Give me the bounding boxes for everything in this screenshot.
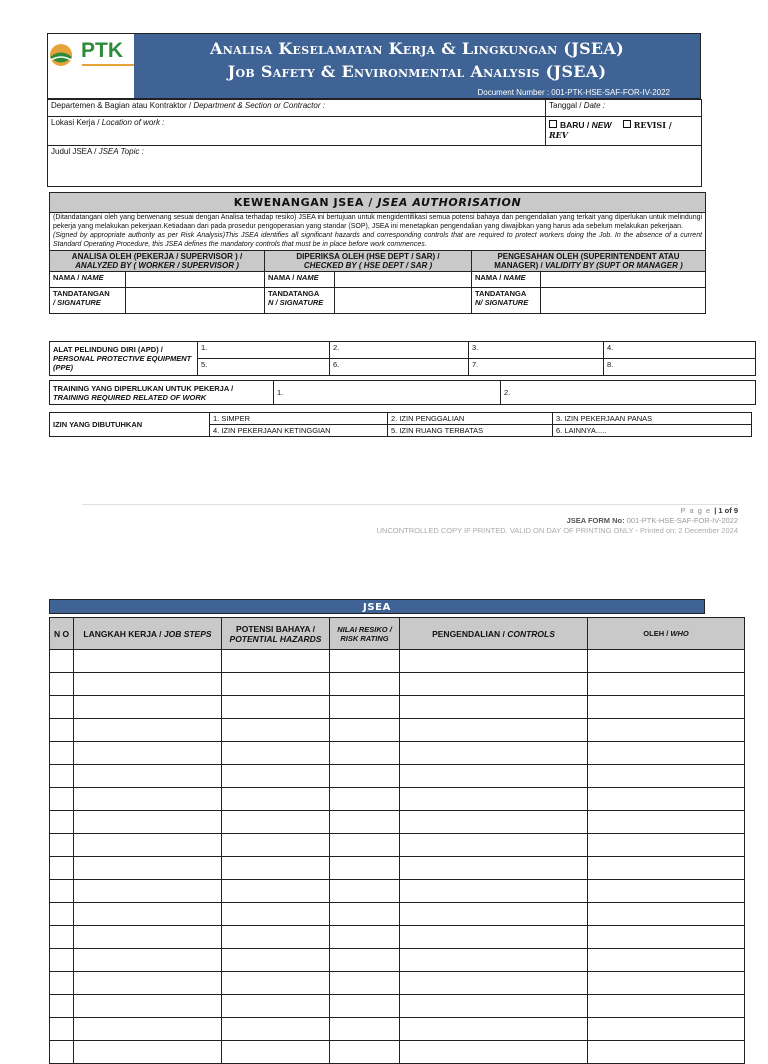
status-field <box>546 117 702 146</box>
table-cell[interactable] <box>74 949 222 972</box>
table-row <box>50 696 745 719</box>
table-cell[interactable] <box>222 673 330 696</box>
table-cell[interactable] <box>74 1041 222 1064</box>
ppe-item-8[interactable]: 8. <box>604 359 756 376</box>
date-label-en: Date : <box>583 101 606 110</box>
topic-field[interactable] <box>48 146 702 187</box>
table-cell[interactable] <box>588 949 745 972</box>
table-cell[interactable] <box>588 903 745 926</box>
table-cell[interactable] <box>588 673 745 696</box>
table-cell[interactable] <box>222 949 330 972</box>
table-cell[interactable] <box>222 742 330 765</box>
ppe-item-3[interactable]: 3. <box>469 342 604 359</box>
date-field[interactable] <box>546 100 702 117</box>
table-cell[interactable] <box>50 650 74 673</box>
table-cell[interactable] <box>222 811 330 834</box>
table-cell[interactable] <box>330 1018 400 1041</box>
table-cell[interactable] <box>400 788 588 811</box>
authorisation-title-id: KEWENANGAN JSEA / <box>233 196 378 209</box>
table-cell[interactable] <box>588 650 745 673</box>
table-cell[interactable] <box>330 1041 400 1064</box>
table-row <box>50 880 745 903</box>
table-row <box>50 926 745 949</box>
page-prefix: P a g e <box>680 506 715 515</box>
validity-by-header <box>472 251 706 272</box>
new-label: BARU / <box>560 120 592 130</box>
table-cell[interactable] <box>74 834 222 857</box>
table-cell[interactable] <box>222 972 330 995</box>
table-cell[interactable] <box>222 696 330 719</box>
table-cell[interactable] <box>74 765 222 788</box>
checked-by-id: DIPERIKSA OLEH (HSE DEPT / SAR) / <box>296 252 440 261</box>
analyzed-by-header <box>50 251 265 272</box>
table-cell[interactable] <box>400 1018 588 1041</box>
checked-by-header <box>265 251 472 272</box>
table-cell[interactable] <box>588 926 745 949</box>
ppe-label <box>50 342 198 376</box>
uncontrolled-notice: UNCONTROLLED COPY IF PRINTED. VALID ON DAY OF PRINTING ONLY - Printed on: 2 December 2024 <box>376 526 738 535</box>
table-cell[interactable] <box>330 673 400 696</box>
table-cell[interactable] <box>50 811 74 834</box>
training-item-1[interactable]: 1. <box>274 381 501 405</box>
table-row <box>50 765 745 788</box>
col-number: N O <box>50 618 74 650</box>
ppe-label-en: PERSONAL PROTECTIVE EQUIPMENT (PPE) <box>53 354 192 372</box>
table-cell[interactable] <box>588 719 745 742</box>
table-cell[interactable] <box>74 742 222 765</box>
table-row <box>50 949 745 972</box>
table-row <box>50 811 745 834</box>
table-cell[interactable] <box>222 834 330 857</box>
table-cell[interactable] <box>74 788 222 811</box>
table-cell[interactable] <box>222 788 330 811</box>
department-label-en: Department & Section or Contractor : <box>193 101 325 110</box>
permit-hot-work[interactable]: 3. IZIN PEKERJAAN PANAS <box>553 413 752 425</box>
table-cell[interactable] <box>50 765 74 788</box>
table-cell[interactable] <box>330 742 400 765</box>
table-cell[interactable] <box>50 788 74 811</box>
rev-checkbox[interactable] <box>623 120 631 128</box>
table-cell[interactable] <box>330 834 400 857</box>
permit-other[interactable]: 6. LAINNYA..... <box>553 425 752 437</box>
permit-height[interactable]: 4. IZIN PEKERJAAN KETINGGIAN <box>210 425 388 437</box>
table-cell[interactable] <box>400 926 588 949</box>
table-cell[interactable] <box>400 765 588 788</box>
table-cell[interactable] <box>74 926 222 949</box>
table-cell[interactable] <box>588 696 745 719</box>
table-cell[interactable] <box>400 903 588 926</box>
table-cell[interactable] <box>330 696 400 719</box>
form-number <box>567 516 738 525</box>
page-number <box>681 506 739 515</box>
name-input-1[interactable] <box>126 272 265 288</box>
analyzed-by-id: ANALISA OLEH (PEKERJA / SUPERVISOR ) / <box>71 252 243 261</box>
table-cell[interactable] <box>588 995 745 1018</box>
table-cell[interactable] <box>50 1018 74 1041</box>
table-row <box>50 673 745 696</box>
table-row <box>50 903 745 926</box>
table-cell[interactable] <box>330 765 400 788</box>
table-cell[interactable] <box>222 880 330 903</box>
table-row <box>50 788 745 811</box>
name-input-2[interactable] <box>335 272 472 288</box>
table-row <box>50 1041 745 1064</box>
signature-input-3[interactable] <box>541 288 706 314</box>
table-cell[interactable] <box>400 650 588 673</box>
table-cell[interactable] <box>588 857 745 880</box>
authorisation-description <box>50 213 706 251</box>
table-cell[interactable] <box>50 880 74 903</box>
table-cell[interactable] <box>400 1041 588 1064</box>
ppe-label-id: ALAT PELINDUNG DIRI (APD) / <box>53 345 163 354</box>
table-cell[interactable] <box>222 857 330 880</box>
table-cell[interactable] <box>400 880 588 903</box>
rev-label: REVISI / <box>633 120 672 130</box>
table-row <box>50 1018 745 1041</box>
table-cell[interactable] <box>330 949 400 972</box>
new-label-en: NEW <box>591 120 612 130</box>
info-table <box>47 99 702 187</box>
table-cell[interactable] <box>330 719 400 742</box>
table-cell[interactable] <box>50 972 74 995</box>
table-row <box>50 972 745 995</box>
table-cell[interactable] <box>74 903 222 926</box>
location-field[interactable] <box>48 117 546 146</box>
table-cell[interactable] <box>50 696 74 719</box>
table-cell[interactable] <box>330 788 400 811</box>
table-cell[interactable] <box>330 903 400 926</box>
jsea-table-title: JSEA <box>49 599 705 614</box>
ppe-item-4[interactable]: 4. <box>604 342 756 359</box>
table-cell[interactable] <box>400 696 588 719</box>
table-cell[interactable] <box>50 834 74 857</box>
table-cell[interactable] <box>74 880 222 903</box>
title-english: Job Safety & Environmental Analysis (JSEA) <box>227 62 607 81</box>
date-label: Tanggal / <box>549 101 584 110</box>
logo-underline <box>82 64 134 66</box>
training-table <box>49 380 756 405</box>
table-cell[interactable] <box>50 742 74 765</box>
table-cell[interactable] <box>74 972 222 995</box>
page-value: | 1 of 9 <box>714 506 738 515</box>
authorisation-table <box>49 192 706 314</box>
table-cell[interactable] <box>400 949 588 972</box>
department-field[interactable] <box>48 100 546 117</box>
table-cell[interactable] <box>400 719 588 742</box>
topic-label-en: JSEA Topic : <box>98 147 144 156</box>
table-cell[interactable] <box>74 811 222 834</box>
table-cell[interactable] <box>222 1041 330 1064</box>
table-cell[interactable] <box>330 650 400 673</box>
table-cell[interactable] <box>74 857 222 880</box>
jsea-steps-table <box>49 617 745 1064</box>
col-hazards: POTENSI BAHAYA / POTENTIAL HAZARDS <box>222 618 330 650</box>
authorisation-title-en: JSEA AUTHORISATION <box>377 196 522 209</box>
document-header <box>47 33 701 99</box>
permit-confined-space[interactable]: 5. IZIN RUANG TERBATAS <box>388 425 553 437</box>
location-label-en: Location of work : <box>101 118 165 127</box>
new-checkbox[interactable] <box>549 120 557 128</box>
table-cell[interactable] <box>50 719 74 742</box>
title-banner <box>134 34 700 98</box>
table-cell[interactable] <box>400 972 588 995</box>
table-cell[interactable] <box>400 742 588 765</box>
col-job-steps: LANGKAH KERJA / JOB STEPS <box>74 618 222 650</box>
logo-text: PTK <box>81 39 123 62</box>
table-cell[interactable] <box>400 834 588 857</box>
table-cell[interactable] <box>50 903 74 926</box>
table-cell[interactable] <box>330 880 400 903</box>
table-cell[interactable] <box>222 719 330 742</box>
table-cell[interactable] <box>330 857 400 880</box>
table-cell[interactable] <box>588 880 745 903</box>
table-row <box>50 857 745 880</box>
name-input-3[interactable] <box>541 272 706 288</box>
location-label: Lokasi Kerja / <box>51 118 102 127</box>
table-cell[interactable] <box>222 926 330 949</box>
name-label-3: NAMA / NAME <box>472 272 541 288</box>
table-cell[interactable] <box>222 903 330 926</box>
permit-excavation[interactable]: 2. IZIN PENGGALIAN <box>388 413 553 425</box>
table-cell[interactable] <box>50 857 74 880</box>
table-cell[interactable] <box>222 765 330 788</box>
col-controls: PENGENDALIAN / CONTROLS <box>400 618 588 650</box>
form-number-value: 001-PTK-HSE-SAF-FOR-IV-2022 <box>626 516 738 525</box>
table-cell[interactable] <box>588 1041 745 1064</box>
ppe-item-6[interactable]: 6. <box>330 359 469 376</box>
topic-label: Judul JSEA / <box>51 147 99 156</box>
validity-by-en: VALIDITY BY (SUPT OR MANAGER ) <box>544 261 683 270</box>
company-logo <box>48 34 134 98</box>
ppe-item-1[interactable]: 1. <box>198 342 330 359</box>
ppe-item-7[interactable]: 7. <box>469 359 604 376</box>
authorisation-title <box>50 193 706 213</box>
table-cell[interactable] <box>588 811 745 834</box>
rev-label-en: REV <box>549 130 568 140</box>
table-cell[interactable] <box>330 926 400 949</box>
table-cell[interactable] <box>588 742 745 765</box>
table-row <box>50 650 745 673</box>
checked-by-en: CHECKED BY ( HSE DEPT / SAR ) <box>303 261 433 270</box>
table-cell[interactable] <box>74 696 222 719</box>
name-label-1: NAMA / NAME <box>50 272 126 288</box>
permit-simper[interactable]: 1. SIMPER <box>210 413 388 425</box>
footer-divider <box>82 504 738 505</box>
training-item-2[interactable]: 2. <box>501 381 756 405</box>
table-cell[interactable] <box>330 995 400 1018</box>
table-cell[interactable] <box>400 857 588 880</box>
table-cell[interactable] <box>222 995 330 1018</box>
validity-by-id: PENGESAHAN OLEH (SUPERINTENDENT ATAU MANAGER) / <box>494 252 680 270</box>
permits-label: IZIN YANG DIBUTUHKAN <box>50 413 210 437</box>
table-cell[interactable] <box>222 1018 330 1041</box>
table-cell[interactable] <box>74 995 222 1018</box>
name-label-2: NAMA / NAME <box>265 272 335 288</box>
analyzed-by-en: ANALYZED BY ( WORKER / SUPERVISOR ) <box>75 261 239 270</box>
table-row <box>50 719 745 742</box>
training-label-en: TRAINING REQUIRED RELATED OF WORK <box>53 392 207 402</box>
permits-table <box>49 412 752 437</box>
table-cell[interactable] <box>588 972 745 995</box>
table-cell[interactable] <box>50 949 74 972</box>
table-cell[interactable] <box>400 995 588 1018</box>
table-cell[interactable] <box>330 811 400 834</box>
table-cell[interactable] <box>400 811 588 834</box>
form-number-label: JSEA FORM No: <box>566 516 627 525</box>
table-cell[interactable] <box>74 1018 222 1041</box>
description-english: (Signed by appropriate authority as per Risk Analysis)This JSEA identifies all significant hazards and corresponding controls that are required to protect workers doing the Job. In the absence of a current Standard Operating Procedure, this JSEA defines the mandatory controls that must be in place before work commences. <box>53 232 703 248</box>
title-indonesian: Analisa Keselamatan Kerja & Lingkungan (JSEA) <box>209 39 625 58</box>
table-cell[interactable] <box>50 1041 74 1064</box>
table-cell[interactable] <box>74 650 222 673</box>
col-risk-rating: NILAI RESIKO / RISK RATING <box>330 618 400 650</box>
ppe-table <box>49 341 756 376</box>
table-cell[interactable] <box>588 788 745 811</box>
table-cell[interactable] <box>74 673 222 696</box>
signature-label-3: TANDATANGA N/ SIGNATURE <box>472 288 541 314</box>
table-cell[interactable] <box>588 834 745 857</box>
table-cell[interactable] <box>588 1018 745 1041</box>
table-cell[interactable] <box>74 719 222 742</box>
signature-input-1[interactable] <box>126 288 265 314</box>
document-number: Document Number : 001-PTK-HSE-SAF-FOR-IV-2022 <box>477 88 670 97</box>
signature-label-2: TANDATANGA N / SIGNATURE <box>265 288 335 314</box>
ppe-item-5[interactable]: 5. <box>198 359 330 376</box>
table-cell[interactable] <box>588 765 745 788</box>
table-cell[interactable] <box>222 650 330 673</box>
department-label: Departemen & Bagian atau Kontraktor / <box>51 101 194 110</box>
jsea-rows <box>50 650 745 1064</box>
table-cell[interactable] <box>50 995 74 1018</box>
signature-label-1: TANDATANGAN / SIGNATURE <box>50 288 126 314</box>
table-cell[interactable] <box>50 673 74 696</box>
signature-input-2[interactable] <box>335 288 472 314</box>
table-cell[interactable] <box>400 673 588 696</box>
table-row <box>50 995 745 1018</box>
training-label <box>50 381 274 405</box>
table-cell[interactable] <box>50 926 74 949</box>
table-row <box>50 834 745 857</box>
description-indonesian: (Ditandatangani oleh yang berwenang sesuai dengan Analisa terhadap resiko) JSEA ini bertujuan untuk mengidentifikasi semua potensi bahaya dan pengendalian yang terkait yang diperlukan untuk melindungi pekerja yang melakukan pekerjaan.Ketiadaan dari pada prosedur pengoperasian yang standar (SOP), JSEA ini menetapkan pengendalian yang diwajibkan yang harus ada sebelum melakukan pekerjaan. <box>53 214 703 230</box>
col-who: OLEH / WHO <box>588 618 745 650</box>
ppe-item-2[interactable]: 2. <box>330 342 469 359</box>
training-label-id: TRAINING YANG DIPERLUKAN UNTUK PEKERJA / <box>53 383 234 393</box>
table-cell[interactable] <box>330 972 400 995</box>
table-row <box>50 742 745 765</box>
